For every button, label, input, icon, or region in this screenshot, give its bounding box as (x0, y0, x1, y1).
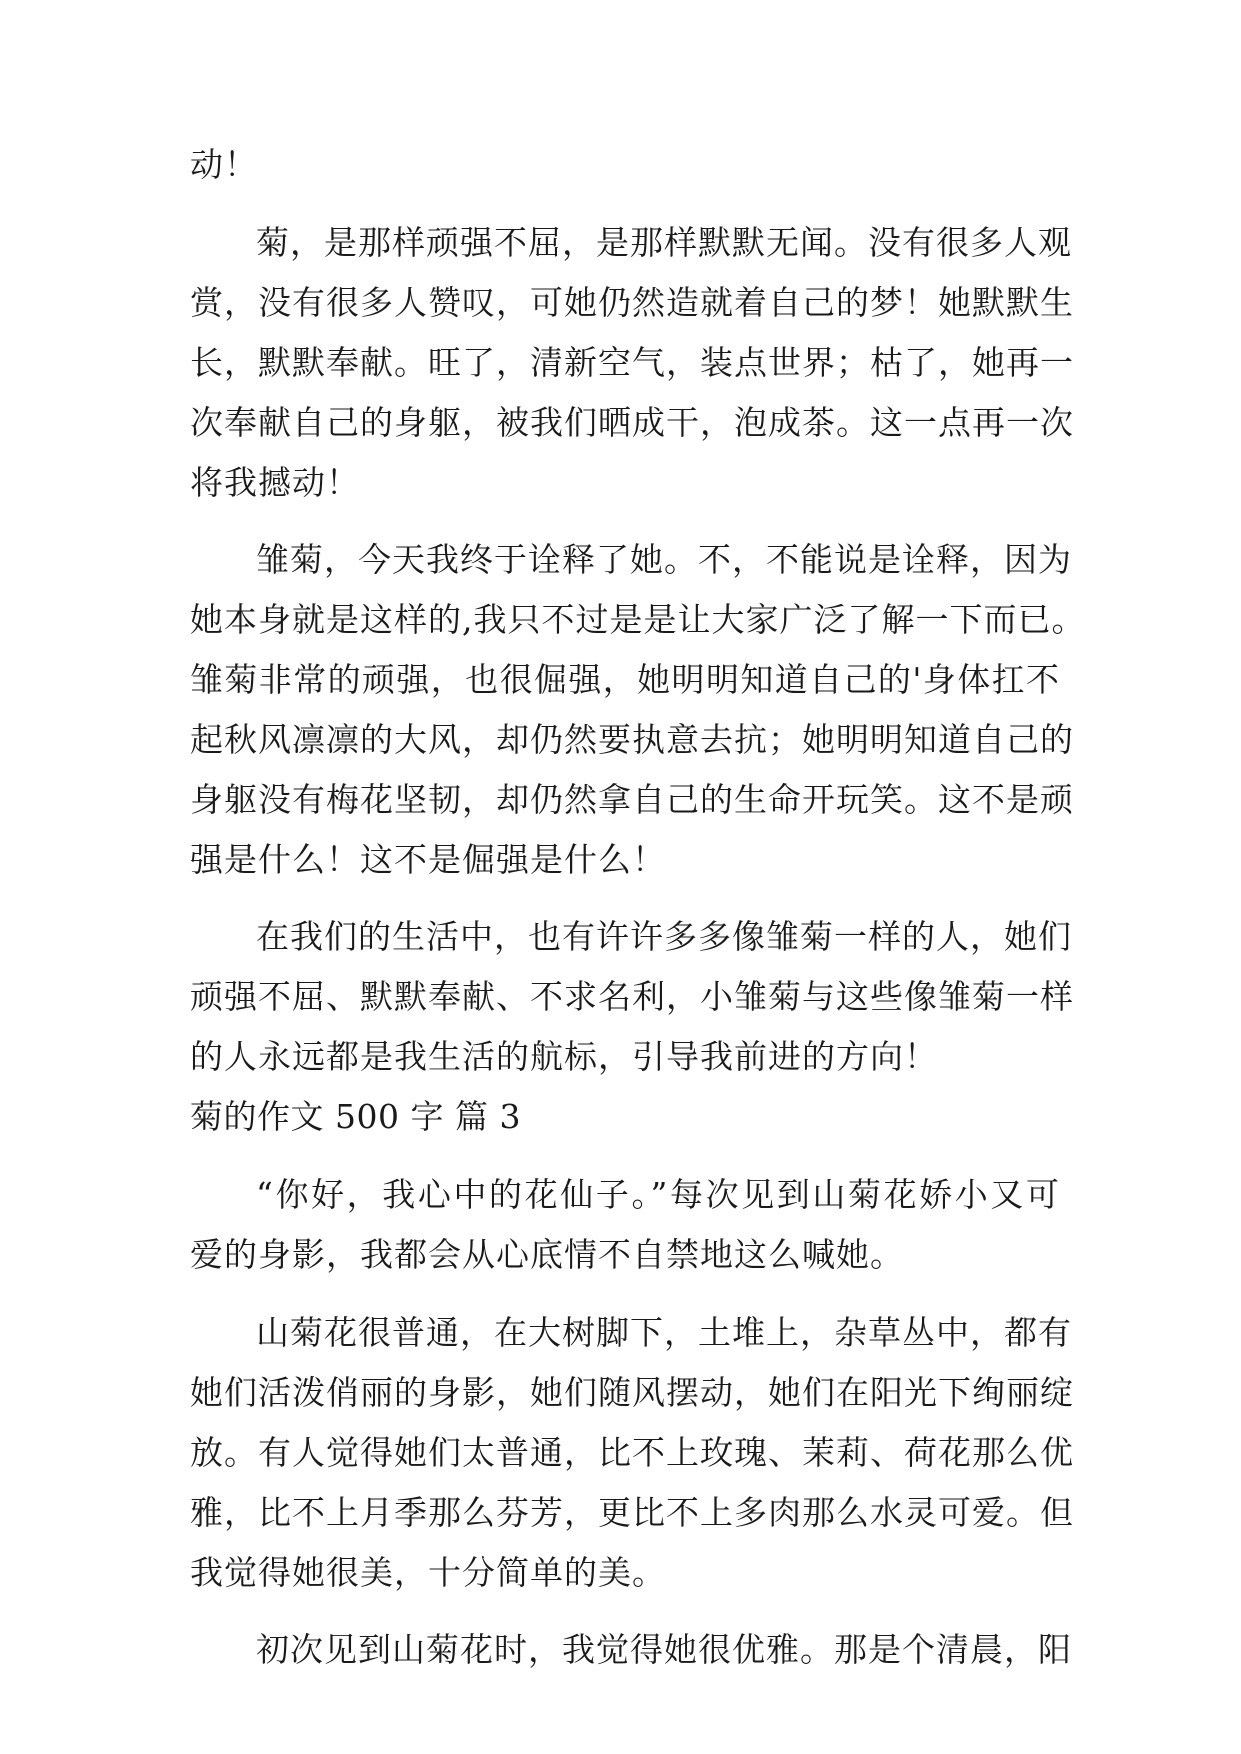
paragraph-line: 山菊花很普通，在大树脚下，土堆上，杂草丛中，都有 (256, 1313, 1072, 1352)
paragraph-line: 初次见到山菊花时，我觉得她很优雅。那是个清晨，阳 (256, 1630, 1072, 1669)
paragraph-line: 起秋风凛凛的大风，却仍然要执意去抗；她明明知道自己的 (190, 720, 1074, 759)
paragraph-line: 我觉得她很美，十分简单的美。 (190, 1553, 666, 1592)
paragraph-line: 将我撼动！ (190, 463, 360, 502)
paragraph-line: 的人永远都是我生活的航标，引导我前进的方向！ (190, 1037, 938, 1076)
paragraph-line: 顽强不屈、默默奉献、不求名利，小雏菊与这些像雏菊一样 (190, 977, 1074, 1016)
paragraph-line: 动！ (190, 145, 258, 184)
paragraph-line: 她们活泼俏丽的身影，她们随风摆动，她们在阳光下绚丽绽 (190, 1373, 1074, 1412)
paragraph-line: 菊，是那样顽强不屈，是那样默默无闻。没有很多人观 (256, 223, 1072, 262)
paragraph-line: 在我们的生活中，也有许许多多像雏菊一样的人，她们 (256, 917, 1072, 956)
paragraph-line: 次奉献自己的身躯，被我们晒成干，泡成茶。这一点再一次 (190, 403, 1074, 442)
paragraph-line: “你好，我心中的花仙子。”每次见到山菊花娇小又可 (256, 1175, 1060, 1214)
paragraph-line: 赏，没有很多人赞叹，可她仍然造就着自己的梦！她默默生 (190, 283, 1074, 322)
paragraph-line: 她本身就是这样的,我只不过是是让大家广泛了解一下而已。 (190, 600, 1086, 639)
paragraph-line: 强是什么！这不是倔强是什么！ (190, 840, 666, 879)
paragraph-line: 长，默默奉献。旺了，清新空气，装点世界；枯了，她再一 (190, 343, 1074, 382)
paragraph-line: 雏菊非常的顽强，也很倔强，她明明知道自己的'身体扛不 (190, 660, 1060, 699)
paragraph-line: 雅，比不上月季那么芬芳，更比不上多肉那么水灵可爱。但 (190, 1493, 1074, 1532)
paragraph-line: 雏菊，今天我终于诠释了她。不，不能说是诠释，因为 (256, 540, 1072, 579)
section-heading: 菊的作文 500 字 篇 3 (190, 1097, 521, 1136)
paragraph-line: 放。有人觉得她们太普通，比不上玫瑰、茉莉、荷花那么优 (190, 1433, 1074, 1472)
paragraph-line: 爱的身影，我都会从心底情不自禁地这么喊她。 (190, 1235, 904, 1274)
paragraph-line: 身躯没有梅花坚韧，却仍然拿自己的生命开玩笑。这不是顽 (190, 780, 1074, 819)
